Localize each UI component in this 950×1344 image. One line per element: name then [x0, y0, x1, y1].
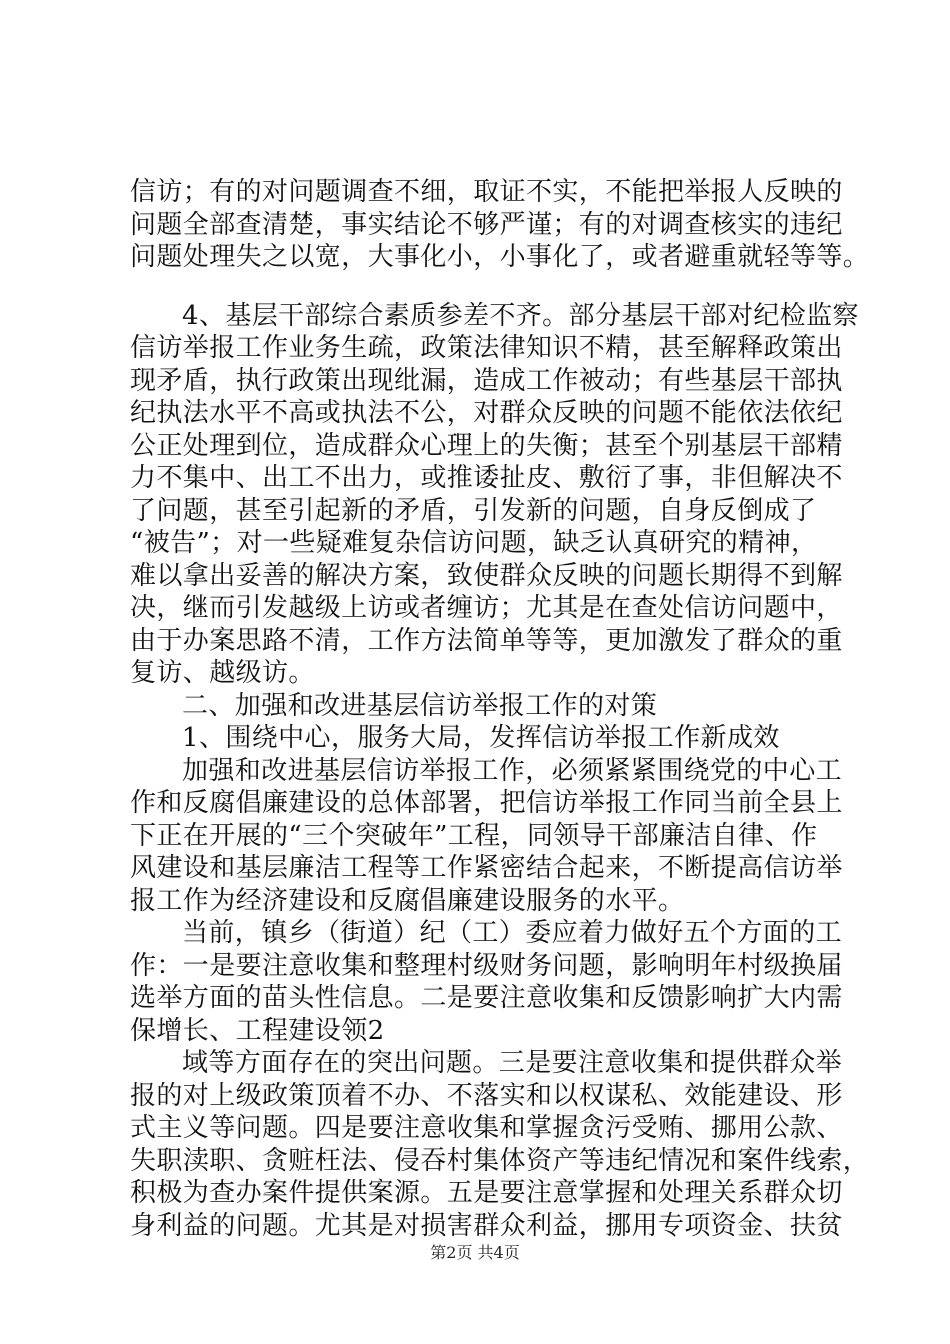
text-line: 问题全部查清楚，事实结论不够严谨；有的对调查核实的违纪	[130, 209, 843, 240]
text-line: 力不集中、出工不出力，或推诿扯皮、敷衍了事，非但解决不	[130, 463, 843, 493]
text-line: 复访、越级访。	[130, 658, 315, 688]
text-line: 作和反腐倡廉建设的总体部署，把信访举报工作同当前全县上	[130, 788, 843, 818]
text-line: 作：一是要注意收集和整理村级财务问题，影响明年村级换届	[130, 950, 843, 981]
text-line: 决，继而引发越级上访或者缠访；尤其是在查处信访问题中，	[130, 593, 843, 623]
text-line: 报的对上级政策顶着不办、不落实和以权谋私、效能建设、形	[130, 1080, 843, 1111]
text-line: 4、基层干部综合素质参差不齐。部分基层干部对纪检监察	[182, 300, 859, 331]
text-line: 现矛盾，执行政策出现纰漏，造成工作被动；有些基层干部执	[130, 365, 843, 396]
text-line: 下正在开展的“三个突破年”工程，同领导干部廉洁自律、作	[130, 820, 818, 851]
text-line: 信访；有的对问题调查不细，取证不实，不能把举报人反映的	[130, 177, 843, 207]
page-number-footer: 第2页 共4页	[430, 1243, 520, 1262]
text-line: 问题处理失之以宽，大事化小，小事化了，或者避重就轻等等。	[130, 242, 870, 272]
text-line: 式主义等问题。四是要注意收集和掌握贪污受贿、挪用公款、	[130, 1113, 843, 1143]
paragraph-gap	[130, 274, 842, 300]
text-line: 域等方面存在的突出问题。三是要注意收集和提供群众举	[182, 1048, 843, 1078]
text-line: “被告”；对一些疑难复杂信访问题，缺乏认真研究的精神，	[130, 528, 818, 558]
text-line: 积极为查办案件提供案源。五是要注意掌握和处理关系群众切	[130, 1178, 843, 1208]
text-line: 公正处理到位，造成群众心理上的失衡；甚至个别基层干部精	[130, 430, 843, 461]
text-line: 当前，镇乡（街道）纪（工）委应着力做好五个方面的工	[182, 918, 843, 948]
text-line: 难以拿出妥善的解决方案，致使群众反映的问题长期得不到解	[130, 560, 843, 591]
text-line: 加强和改进基层信访举报工作，必须紧紧围绕党的中心工	[182, 755, 843, 786]
text-line: 纪执法水平不高或执法不公，对群众反映的问题不能依法依纪	[130, 398, 843, 428]
text-line: 报工作为经济建设和反腐倡廉建设服务的水平。	[130, 885, 685, 916]
text-line: 了问题，甚至引起新的矛盾，引发新的问题，自身反倒成了	[130, 495, 817, 526]
text-line: 选举方面的苗头性信息。二是要注意收集和反馈影响扩大内需	[130, 983, 843, 1013]
document-body	[130, 176, 870, 1242]
text-line: 信访举报工作业务生疏，政策法律知识不精，甚至解释政策出	[130, 333, 843, 363]
section-heading: 二、加强和改进基层信访举报工作的对策	[182, 690, 658, 721]
text-line: 由于办案思路不清，工作方法简单等等，更加激发了群众的重	[130, 625, 843, 656]
text-line: 保增长、工程建设领2	[130, 1015, 385, 1046]
subsection-heading: 1、围绕中心，服务大局，发挥信访举报工作新成效	[182, 723, 780, 753]
text-line: 风建设和基层廉洁工程等工作紧密结合起来，不断提高信访举	[130, 853, 843, 883]
text-line: 失职渎职、贪赃枉法、侵吞村集体资产等违纪情况和案件线索，	[130, 1145, 870, 1176]
text-line: 身利益的问题。尤其是对损害群众利益，挪用专项资金、扶贫	[130, 1210, 843, 1241]
